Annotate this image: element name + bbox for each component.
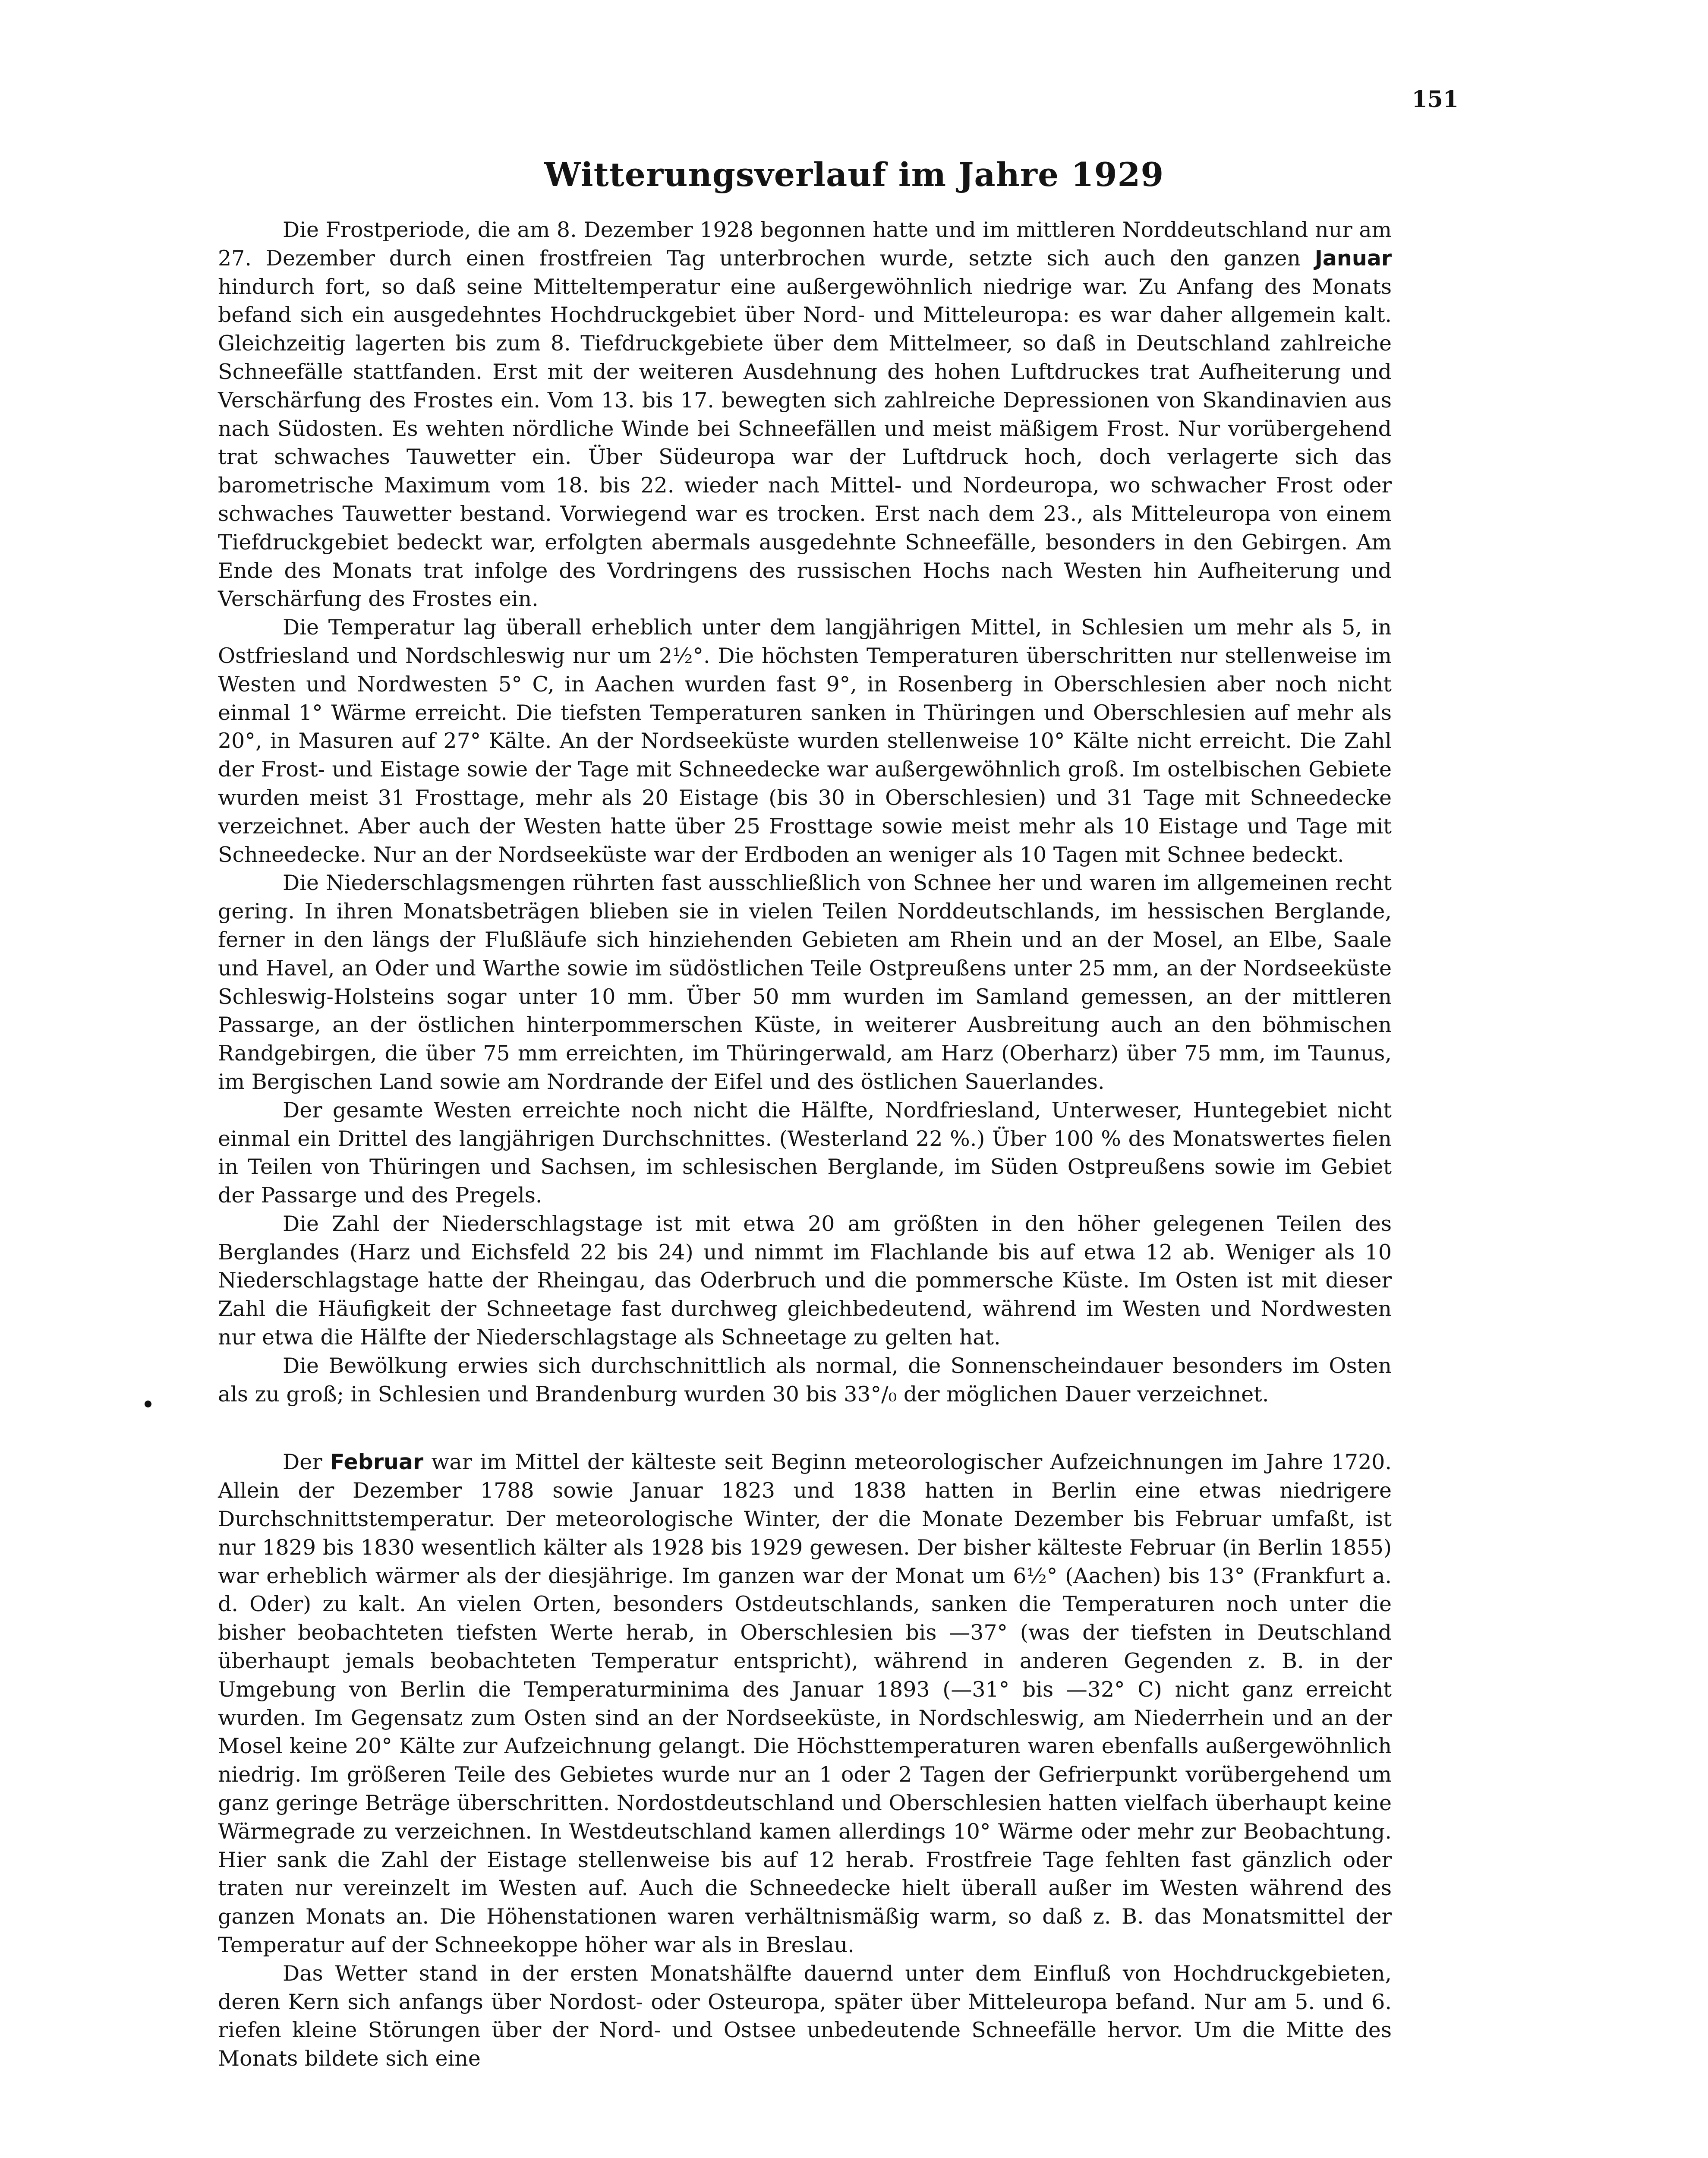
month-label-january: Januar bbox=[1314, 246, 1392, 271]
page-title: Witterungsverlauf im Jahre 1929 bbox=[544, 155, 1164, 194]
paragraph-february-weather: Das Wetter stand in der ersten Monatshälfte dauernd unter dem Einfluß von Hochdruckgebieten, deren Kern sich anfangs über Nordost- oder Osteuropa, später über Mitteleuropa befand. Nur am 5. und 6. riefen kleine Störungen über der Nord- und Ostsee unbedeutende Schneefälle hervor. Um die Mitte des Monats bildete sich eine bbox=[218, 1961, 1392, 2071]
paragraph-january-west: Der gesamte Westen erreichte noch nicht die Hälfte, Nordfriesland, Unterweser, Huntegebiet nicht einmal ein Drittel des langjährigen Durchschnittes. (Westerland 22 %.) Über 100 % des Monatswertes fielen in Teilen von Thüringen und Sachsen, im schlesischen Berglande, im Süden Ostpreußens sowie im Gebiet der Passarge und des Pregels. bbox=[218, 1098, 1392, 1208]
paragraph-january-cloudiness: Die Bewölkung erwies sich durchschnittlich als normal, die Sonnenscheindauer besonders im Osten als zu groß; in Schlesien und Brandenburg wurden 30 bis 33°/₀ der möglichen Dauer verzeichnet. bbox=[218, 1353, 1392, 1407]
margin-dot bbox=[145, 1401, 151, 1407]
paragraph-january-temperature: Die Temperatur lag überall erheblich unter dem langjährigen Mittel, in Schlesien um mehr als 5, in Ostfriesland und Nordschleswig nur um 2½°. Die höchsten Temperaturen überschritten nur stellenweise im Westen und Nordwesten 5° C, in Aachen wurden fast 9°, in Rosenberg in Oberschlesien aber noch nicht einmal 1° Wärme erreicht. Die tiefsten Temperaturen sanken in Thüringen und Oberschlesien auf mehr als 20°, in Masuren auf 27° Kälte. An der Nordseeküste wurden stellenweise 10° Kälte nicht erreicht. Die Zahl der Frost- und Eistage sowie der Tage mit Schneedecke war außergewöhnlich groß. Im ostelbischen Gebiete wurden meist 31 Frosttage, mehr als 20 Eistage (bis 30 in Oberschlesien) und 31 Tage mit Schneedecke verzeichnet. Aber auch der Westen hatte über 25 Frosttage sowie meist mehr als 10 Eistage und Tage mit Schneedecke. Nur an der Nordseeküste war der Erdboden an weniger als 10 Tagen mit Schnee bedeckt. bbox=[218, 615, 1392, 867]
paragraph-january-precipitation-days: Die Zahl der Niederschlagstage ist mit etwa 20 am größten in den höher gelegenen Teilen des Berglandes (Harz und Eichsfeld 22 bis 24) und nimmt im Flachlande bis auf etwa 12 ab. Weniger als 10 Niederschlagstage hatte der Rheingau, das Oderbruch und die pommersche Küste. Im Osten ist mit dieser Zahl die Häufigkeit der Schneetage fast durchweg gleichbedeutend, während im Westen und Nordwesten nur etwa die Hälfte der Niederschlagstage als Schneetage zu gelten hat. bbox=[218, 1211, 1392, 1350]
paragraph-january-precipitation: Die Niederschlagsmengen rührten fast ausschließlich von Schnee her und waren im allgemeinen recht gering. In ihren Monatsbeträgen blieben sie in vielen Teilen Norddeutschlands, im hessischen Berglande, ferner in den längs der Flußläufe sich hinziehenden Gebieten am Rhein und an der Mosel, an Elbe, Saale und Havel, an Oder und Warthe sowie im südöstlichen Teile Ostpreußens unter 25 mm, an der Nordseeküste Schleswig-Holsteins sogar unter 10 mm. Über 50 mm wurden im Samland gemessen, an der mittleren Passarge, an der östlichen hinterpommerschen Küste, in weiterer Ausbreitung auch an den böhmischen Randgebirgen, die über 75 mm erreichten, im Thüringerwald, am Harz (Oberharz) über 75 mm, im Taunus, im Bergischen Land sowie am Nordrande der Eifel und des östlichen Sauerlandes. bbox=[218, 871, 1392, 1094]
paragraph-february-overview bbox=[218, 1448, 1392, 1959]
body-text bbox=[218, 216, 1392, 2073]
paragraph-text: war im Mittel der kälteste seit Beginn meteorologischer Aufzeichnungen im Jahre 1720. Allein der Dezember 1788 sowie Januar 1823 und 1838 hatten in Berlin eine etwas niedrigere Durchschnittstemperatur. Der meteorologische Winter, der die Monate Dezember bis Februar umfaßt, ist nur 1829 bis 1830 wesentlich kälter als 1928 bis 1929 gewesen. Der bisher kälteste Februar (in Berlin 1855) war erheblich wärmer als der diesjährige. Im ganzen war der Monat um 6½° (Aachen) bis 13° (Frankfurt a. d. Oder) zu kalt. An vielen Orten, besonders Ostdeutschlands, sanken die Temperaturen noch unter die bisher beobachteten tiefsten Werte herab, in Oberschlesien bis —37° (was der tiefsten in Deutschland überhaupt jemals beobachteten Temperatur entspricht), während in anderen Gegenden z. B. in der Umgebung von Berlin die Temperaturminima des Januar 1893 (—31° bis —32° C) nicht ganz erreicht wurden. Im Gegensatz zum Osten sind an der Nordseeküste, in Nordschleswig, am Niederrhein und an der Mosel keine 20° Kälte zur Aufzeichnung gelangt. Die Höchsttemperaturen waren ebenfalls außergewöhnlich niedrig. Im größeren Teile des Gebietes wurde nur an 1 oder 2 Tagen der Gefrierpunkt vorübergehend um ganz geringe Beträge überschritten. Nordostdeutschland und Oberschlesien hatten vielfach überhaupt keine Wärmegrade zu verzeichnen. In Westdeutschland kamen allerdings 10° Wärme oder mehr zur Beobachtung. Hier sank die Zahl der Eistage stellenweise bis auf 12 herab. Frostfreie Tage fehlten fast gänzlich oder traten nur vereinzelt im Westen auf. Auch die Schneedecke hielt überall außer im Westen während des ganzen Monats an. Die Höhenstationen waren verhältnismäßig warm, so daß z. B. das Monatsmittel der Temperatur auf der Schneekoppe höher war als in Breslau. bbox=[218, 1450, 1392, 1958]
paragraph-lead: Die Frostperiode, die am 8. Dezember 1928 begonnen hatte und im mittleren Norddeutschland nur am 27. Dezember durch einen frostfreien Tag unterbrochen wurde, setzte sich auch den ganzen bbox=[218, 218, 1392, 271]
month-label-february: Februar bbox=[330, 1450, 424, 1475]
paragraph-text: hindurch fort, so daß seine Mitteltemperatur eine außergewöhnlich niedrige war. Zu Anfang des Monats befand sich ein ausgedehntes Hochdruckgebiet über Nord- und Mitteleuropa: es war daher allgemein kalt. Gleichzeitig lagerten bis zum 8. Tiefdruckgebiete über dem Mittelmeer, so daß in Deutschland zahlreiche Schneefälle stattfanden. Erst mit der weiteren Ausdehnung des hohen Luftdruckes trat Aufheiterung und Verschärfung des Frostes ein. Vom 13. bis 17. bewegten sich zahlreiche Depressionen von Skandinavien aus nach Südosten. Es wehten nördliche Winde bei Schneefällen und meist mäßigem Frost. Nur vorübergehend trat schwaches Tauwetter ein. Über Südeuropa war der Luftdruck hoch, doch verlagerte sich das barometrische Maximum vom 18. bis 22. wieder nach Mittel- und Nordeuropa, wo schwacher Frost oder schwaches Tauwetter bestand. Vorwiegend war es trocken. Erst nach dem 23., als Mitteleuropa von einem Tiefdruckgebiet bedeckt war, erfolgten abermals ausgedehnte Schneefälle, besonders in den Gebirgen. Am Ende des Monats trat infolge des Vordringens des russischen Hochs nach Westen hin Aufheiterung und Verschärfung des Frostes ein. bbox=[218, 274, 1392, 612]
paragraph-january-overview bbox=[218, 216, 1392, 613]
paragraph-lead: Der bbox=[283, 1450, 331, 1475]
section-gap bbox=[218, 1408, 1392, 1448]
page-number: 151 bbox=[1412, 86, 1459, 113]
